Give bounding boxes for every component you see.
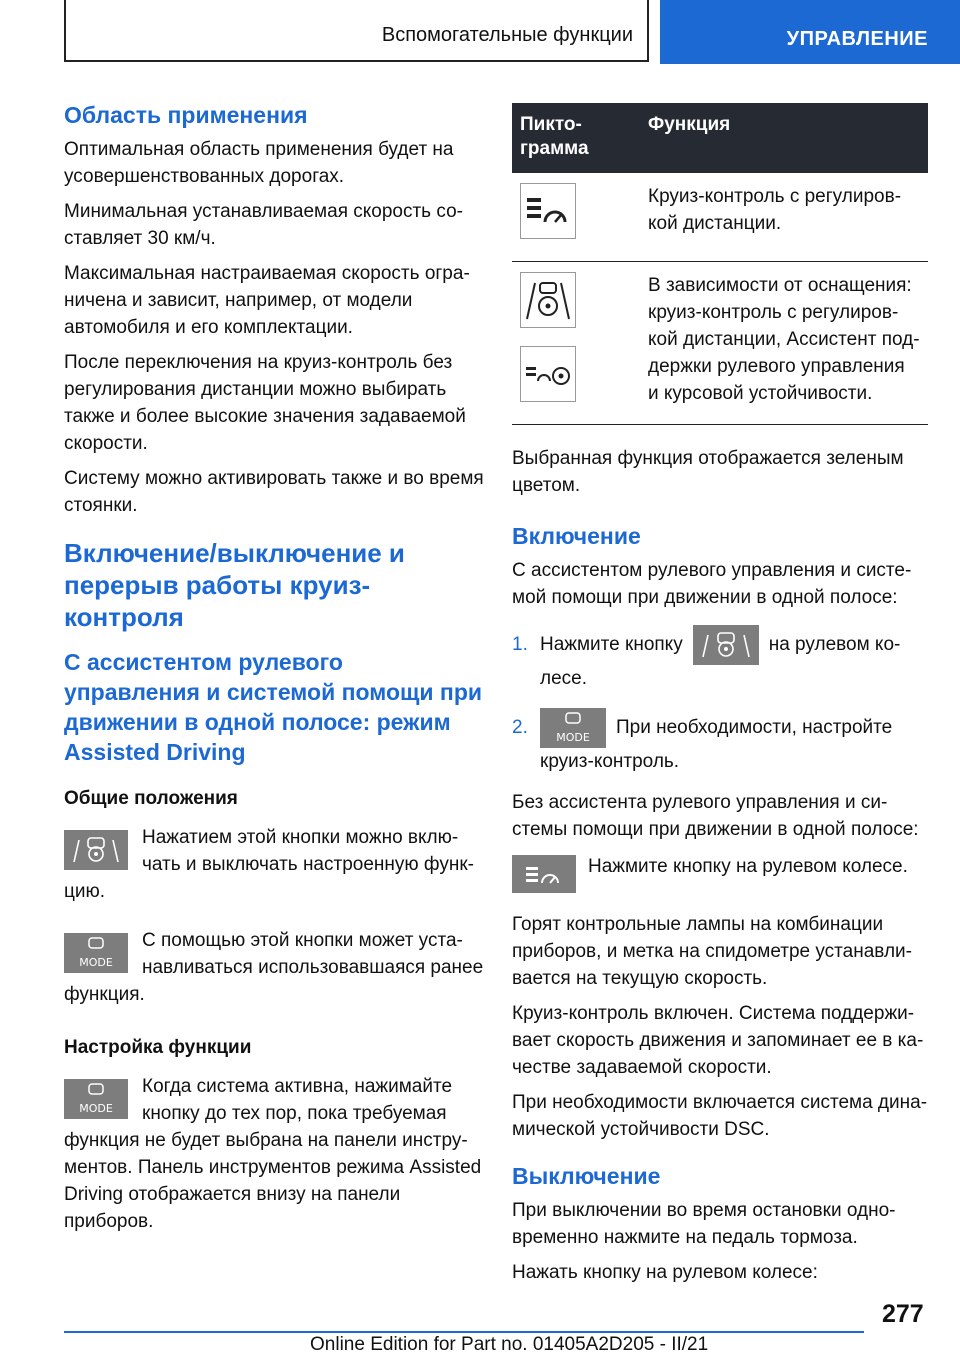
paragraph: После переключения на круиз-контроль без регулирования дистанции можно выбирать также и более высокие значения задаваемой скорости. <box>64 352 466 454</box>
paragraph: Выбранная функция отображается зеленым цветом. <box>512 448 904 496</box>
mode-label: MODE <box>79 1102 113 1115</box>
table-row <box>512 173 928 262</box>
heading-scope: Область применения <box>64 102 308 128</box>
assist-steering-button-icon <box>64 830 128 870</box>
mode-label: MODE <box>79 956 113 969</box>
cruise-distance-icon <box>520 183 576 239</box>
paragraph: При необходимости включается система динамической устойчивости DSC. <box>512 1092 928 1140</box>
general-text-1: Нажатием этой кнопки можно включать и выключать настроенную функцию. <box>64 827 474 902</box>
heading-onoff: Включение/выключение и перерыв работы круиз-контроля <box>64 538 405 632</box>
paragraph: Без ассистента рулевого управления и системы помощи при движении в одной полосе: <box>512 792 919 840</box>
heading-assisted-driving: С ассистентом рулевого управления и системой помощи при движении в одной полосе: режим Assisted Driving <box>64 649 483 765</box>
table-cell-function: Круиз-контроль с регулировкой дистанции. <box>640 173 928 262</box>
table-header-function: Функция <box>640 103 928 173</box>
mode-button-icon <box>64 933 128 973</box>
paragraph: С ассистентом рулевого управления и системой помощи при движении в одной полосе: <box>512 560 912 608</box>
step-text: При необходимости, настройте круиз-контроль. <box>540 717 893 772</box>
steps-list <box>512 631 932 775</box>
list-item <box>512 631 932 692</box>
header-chapter-tab[interactable]: УПРАВЛЕНИЕ <box>660 0 960 64</box>
paragraph: Горят контрольные лампы на комбинации приборов, и метка на спидометре устанавливается на текущую скорость. <box>512 914 912 989</box>
press-text: Нажмите кнопку на рулевом колесе. <box>588 856 908 877</box>
paragraph: Систему можно активировать также и во время стоянки. <box>64 468 484 516</box>
setup-text: Когда система активна, нажимайте кнопку до тех пор, пока требуемая функция не будет выбрана на панели инструментов. Панель инструментов режима Assisted Driving отображается внизу на панели приборов. <box>64 1076 482 1232</box>
table-cell-function: В зависимости от оснащения: круиз-контроль с регулировкой дистанции, Ассистент поддержки рулевого управления и курсовой устойчивости. <box>640 262 928 425</box>
step-number: 1. <box>512 634 528 655</box>
general-text-2: С помощью этой кнопки может устанавливаться использовавшаяся ранее функция. <box>64 930 484 1005</box>
mode-button-icon <box>64 1079 128 1119</box>
mode-button-icon <box>540 708 606 748</box>
paragraph: Минимальная устанавливаемая скорость составляет 30 км/ч. <box>64 201 463 249</box>
table-header-pictogram: Пиктограмма <box>512 103 640 173</box>
assist-steering-button-icon <box>693 625 759 665</box>
mode-label: MODE <box>556 731 590 744</box>
heading-off: Выключение <box>512 1163 661 1189</box>
list-item <box>512 714 932 775</box>
steering-assist-icon <box>520 272 576 328</box>
page-number: 277 <box>882 1300 924 1328</box>
general-item-2 <box>64 927 484 1008</box>
right-column <box>512 103 932 1294</box>
step-text-a: Нажмите кнопку <box>540 634 683 655</box>
cruise-steering-icon <box>520 346 576 402</box>
general-item-1 <box>64 824 484 905</box>
header-section-title: Вспомогательные функции <box>381 24 633 46</box>
footer-edition: Online Edition for Part no. 01405A2D205 - II/21 <box>310 1334 709 1355</box>
heading-general: Общие положения <box>64 788 238 809</box>
table-cell-pictogram <box>512 262 640 425</box>
pictogram-table <box>512 103 928 425</box>
footer-divider <box>64 1331 864 1333</box>
setup-item <box>64 1073 484 1235</box>
table-row <box>512 262 928 425</box>
header-section-box <box>64 0 649 62</box>
step-text-b: на рулевом колесе. <box>540 634 901 689</box>
paragraph: Максимальная настраиваемая скорость ограничена и зависит, например, от модели автомобиля и его комплектации. <box>64 263 470 338</box>
press-item <box>512 853 932 893</box>
paragraph: При выключении во время остановки одновременно нажмите на педаль тормоза. <box>512 1200 896 1248</box>
heading-setup: Настройка функции <box>64 1037 252 1058</box>
left-column <box>64 100 484 1257</box>
step-number: 2. <box>512 717 528 738</box>
heading-on: Включение <box>512 523 641 549</box>
paragraph: Оптимальная область применения будет на усовершенствованных дорогах. <box>64 139 454 187</box>
cruise-distance-button-icon <box>512 855 576 893</box>
table-cell-pictogram <box>512 173 640 262</box>
paragraph: Круиз-контроль включен. Система поддерживает скорость движения и запоминает ее в качестве задаваемой скорости. <box>512 1003 924 1078</box>
paragraph: Нажать кнопку на рулевом колесе: <box>512 1262 818 1283</box>
